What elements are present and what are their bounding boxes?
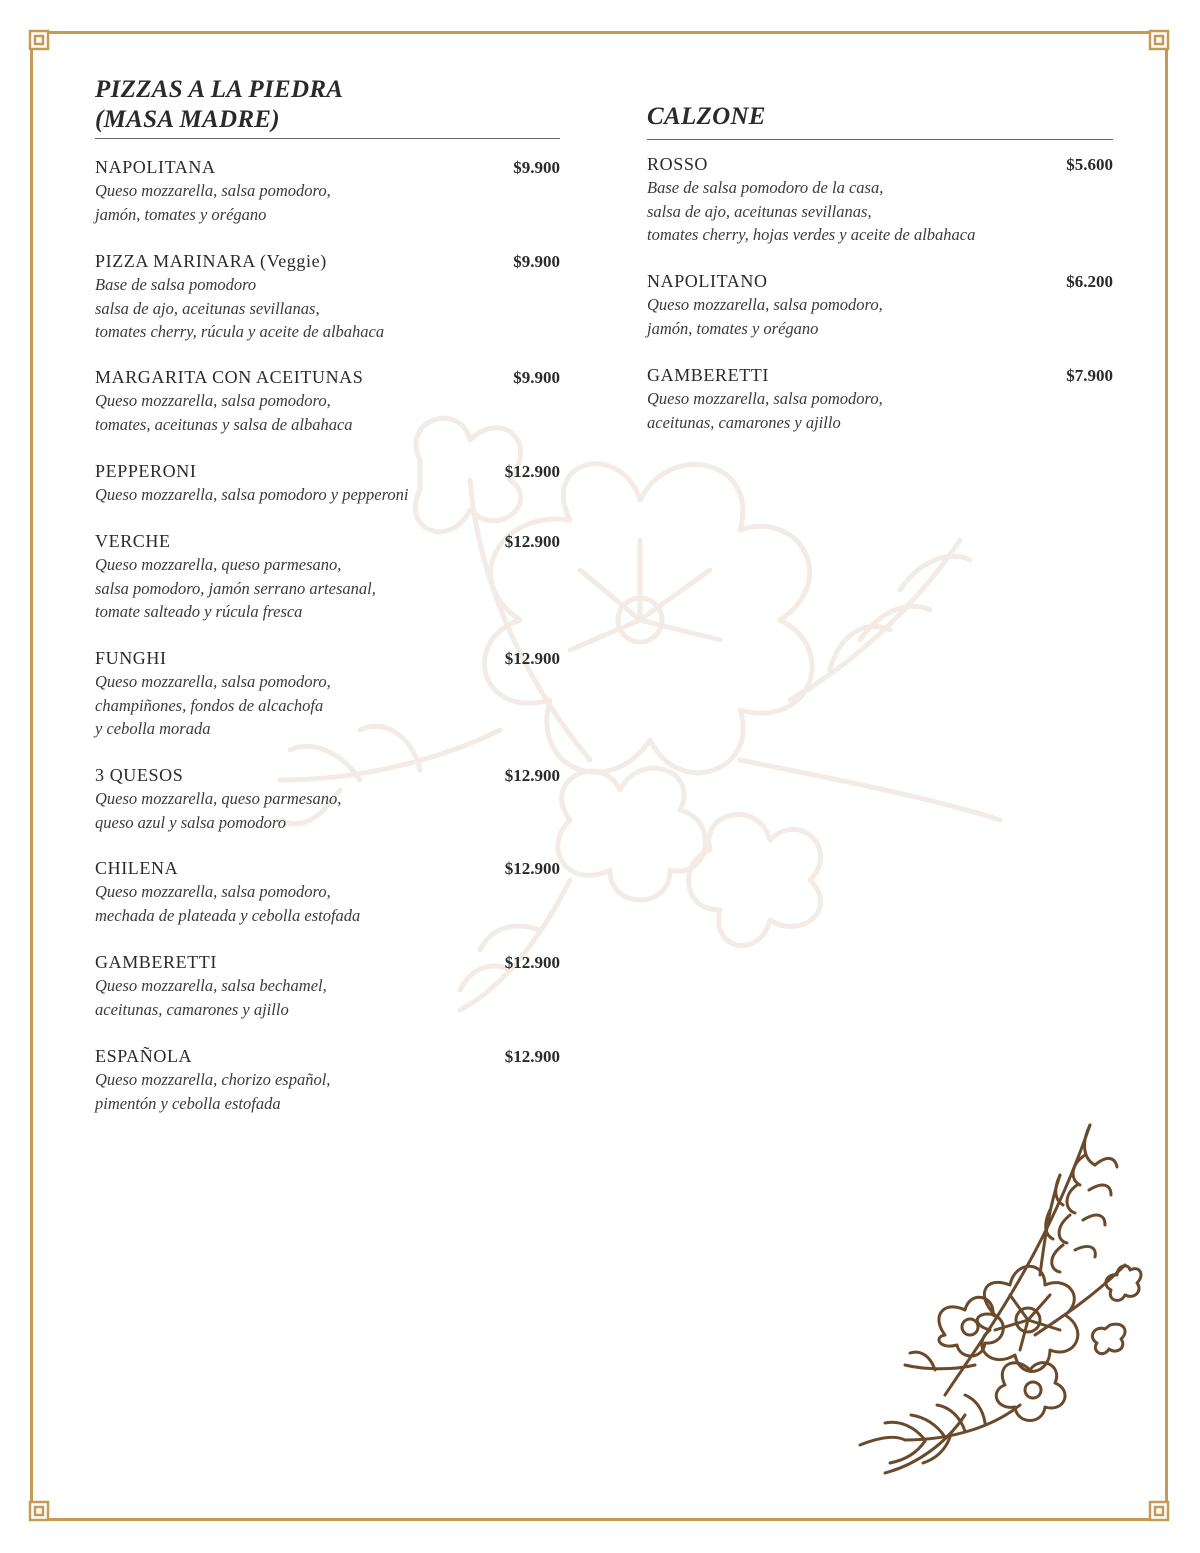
item-name: 3 QUESOS bbox=[95, 765, 184, 785]
menu-item bbox=[95, 647, 560, 741]
item-name: NAPOLITANO bbox=[647, 271, 768, 291]
item-description: Queso mozzarella, salsa pomodoro, jamón, tomates y orégano bbox=[95, 181, 331, 224]
section-divider bbox=[95, 138, 560, 139]
item-price: $12.900 bbox=[504, 462, 560, 481]
menu-item bbox=[95, 366, 560, 436]
item-description: Base de salsa pomodoro de la casa, salsa de ajo, aceitunas sevillanas, tomates cherry, hojas verdes y aceite de albahaca bbox=[647, 178, 976, 244]
item-name: PEPPERONI bbox=[95, 461, 197, 481]
item-description: Queso mozzarella, salsa pomodoro, aceitunas, camarones y ajillo bbox=[647, 389, 883, 432]
floral-bouquet-icon bbox=[845, 1115, 1145, 1475]
corner-ornament-icon bbox=[28, 29, 50, 51]
section-divider bbox=[647, 139, 1113, 140]
menu-item bbox=[95, 951, 560, 1021]
section-title-calzone: CALZONE bbox=[647, 103, 766, 130]
item-description: Queso mozzarella, salsa pomodoro, champiñones, fondos de alcachofa y cebolla morada bbox=[95, 672, 331, 738]
item-description: Queso mozzarella, salsa bechamel, aceitunas, camarones y ajillo bbox=[95, 976, 327, 1019]
section-title-pizzas: PIZZAS A LA PIEDRA (MASA MADRE) bbox=[95, 76, 344, 133]
menu-item bbox=[95, 250, 560, 344]
item-price: $12.900 bbox=[504, 532, 560, 551]
item-name: GAMBERETTI bbox=[647, 365, 769, 385]
item-name: VERCHE bbox=[95, 531, 171, 551]
item-price: $6.200 bbox=[1066, 272, 1113, 291]
item-description: Queso mozzarella, salsa pomodoro, mechada de plateada y cebolla estofada bbox=[95, 882, 361, 925]
item-description: Queso mozzarella, queso parmesano, queso azul y salsa pomodoro bbox=[95, 789, 342, 832]
item-description: Queso mozzarella, salsa pomodoro y pepperoni bbox=[95, 485, 409, 504]
item-price: $9.900 bbox=[513, 368, 560, 387]
item-name: MARGARITA CON ACEITUNAS bbox=[95, 367, 364, 387]
item-description: Queso mozzarella, salsa pomodoro, tomates, aceitunas y salsa de albahaca bbox=[95, 391, 353, 434]
item-price: $9.900 bbox=[513, 158, 560, 177]
item-price: $12.900 bbox=[504, 859, 560, 878]
menu-item bbox=[95, 530, 560, 624]
menu-item bbox=[95, 764, 560, 834]
item-price: $12.900 bbox=[504, 953, 560, 972]
menu-item bbox=[95, 460, 560, 507]
item-name: PIZZA MARINARA (Veggie) bbox=[95, 251, 327, 271]
item-price: $12.900 bbox=[504, 649, 560, 668]
item-description: Queso mozzarella, queso parmesano, salsa pomodoro, jamón serrano artesanal, tomate salteado y rúcula fresca bbox=[95, 555, 376, 621]
corner-ornament-icon bbox=[1148, 1500, 1170, 1522]
menu-item bbox=[95, 1045, 560, 1115]
item-price: $5.600 bbox=[1066, 155, 1113, 174]
menu-item bbox=[95, 156, 560, 226]
item-name: CHILENA bbox=[95, 858, 179, 878]
menu-item bbox=[95, 857, 560, 927]
item-price: $12.900 bbox=[504, 766, 560, 785]
corner-ornament-icon bbox=[1148, 29, 1170, 51]
item-name: ROSSO bbox=[647, 154, 709, 174]
menu-item bbox=[647, 153, 1113, 247]
item-name: FUNGHI bbox=[95, 648, 167, 668]
item-price: $7.900 bbox=[1066, 366, 1113, 385]
corner-ornament-icon bbox=[28, 1500, 50, 1522]
item-name: NAPOLITANA bbox=[95, 157, 216, 177]
item-description: Base de salsa pomodoro salsa de ajo, aceitunas sevillanas, tomates cherry, rúcula y aceite de albahaca bbox=[95, 275, 385, 341]
item-description: Queso mozzarella, salsa pomodoro, jamón, tomates y orégano bbox=[647, 295, 883, 338]
item-price: $12.900 bbox=[504, 1047, 560, 1066]
item-name: GAMBERETTI bbox=[95, 952, 217, 972]
menu-item bbox=[647, 270, 1113, 340]
menu-item bbox=[647, 364, 1113, 434]
item-description: Queso mozzarella, chorizo español, pimentón y cebolla estofada bbox=[95, 1070, 331, 1113]
item-name: ESPAÑOLA bbox=[95, 1046, 193, 1066]
item-price: $9.900 bbox=[513, 252, 560, 271]
